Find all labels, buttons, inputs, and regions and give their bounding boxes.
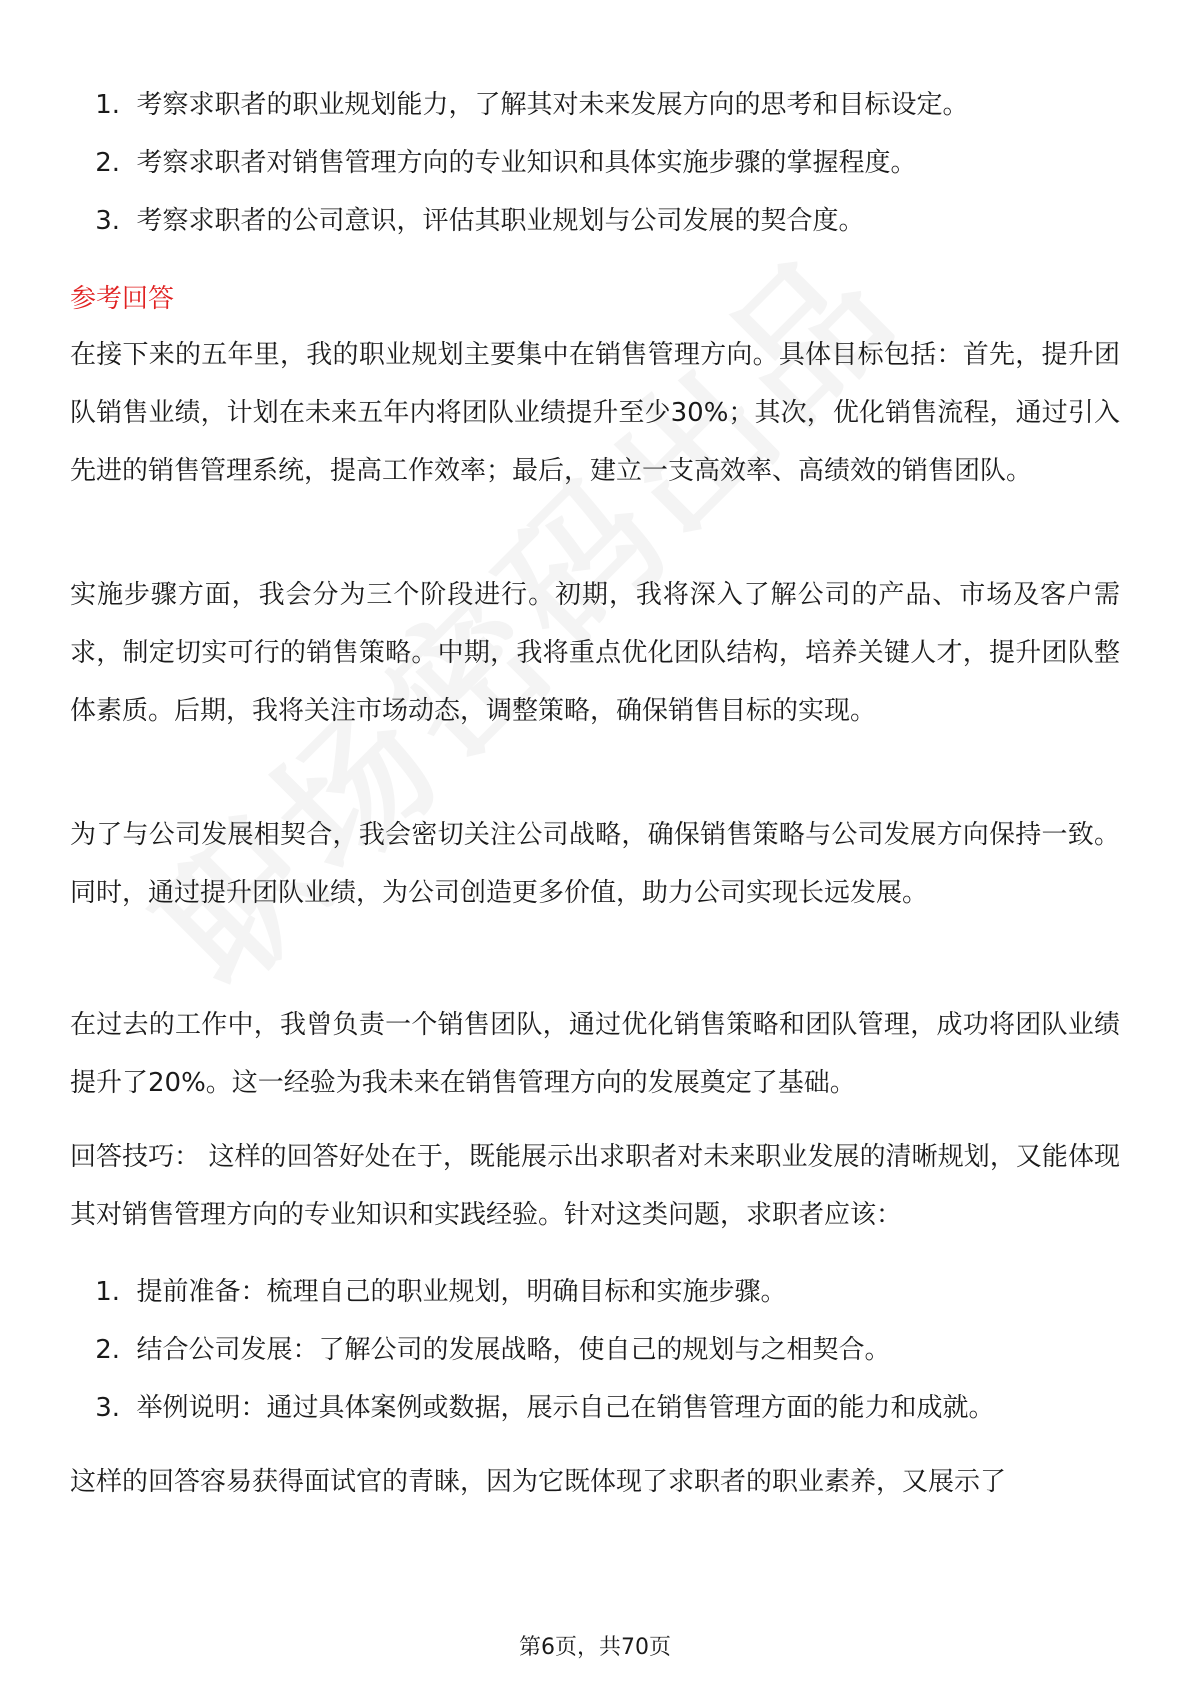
list-item-text: 结合公司发展：了解公司的发展战略，使自己的规划与之相契合。 (136, 1335, 891, 1365)
tips-list (70, 1263, 1120, 1437)
list-item-text: 考察求职者对销售管理方向的专业知识和具体实施步骤的掌握程度。 (136, 148, 917, 178)
paragraph-alignment: 为了与公司发展相契合，我会密切关注公司战略，确保销售策略与公司发展方向保持一致。同时，通过提升团队业绩，为公司创造更多价值，助力公司实现长远发展。 (70, 820, 1120, 908)
list-item (70, 76, 1120, 134)
paragraph-closing: 这样的回答容易获得面试官的青睐，因为它既体现了求职者的职业素养，又展示了 (70, 1467, 1007, 1497)
list-item-text: 举例说明：通过具体案例或数据，展示自己在销售管理方面的能力和成就。 (136, 1393, 995, 1423)
page-number: 第6页，共70页 (519, 1635, 671, 1660)
list-item-text: 考察求职者的公司意识，评估其职业规划与公司发展的契合度。 (136, 206, 865, 236)
paragraph-goals: 在接下来的五年里，我的职业规划主要集中在销售管理方向。具体目标包括：首先，提升团队销售业绩，计划在未来五年内将团队业绩提升至少30%；其次，优化销售流程，通过引入先进的销售管理系统，提高工作效率；最后，建立一支高效率、高绩效的销售团队。 (70, 340, 1120, 486)
paragraph-experience: 在过去的工作中，我曾负责一个销售团队，通过优化销售策略和团队管理，成功将团队业绩提升了20%。这一经验为我未来在销售管理方向的发展奠定了基础。 (70, 1010, 1120, 1098)
paragraph-steps: 实施步骤方面，我会分为三个阶段进行。初期，我将深入了解公司的产品、市场及客户需求，制定切实可行的销售策略。中期，我将重点优化团队结构，培养关键人才，提升团队整体素质。后期，我将关注市场动态，调整策略，确保销售目标的实现。 (70, 580, 1120, 726)
list-number: 3. (95, 1393, 120, 1423)
list-item-text: 考察求职者的职业规划能力，了解其对未来发展方向的思考和目标设定。 (136, 90, 969, 120)
paragraph-tips: 回答技巧： 这样的回答好处在于，既能展示出求职者对未来职业发展的清晰规划，又能体现其对销售管理方向的专业知识和实践经验。针对这类问题，求职者应该： (70, 1142, 1120, 1230)
list-item (70, 134, 1120, 192)
list-number: 3. (95, 206, 120, 236)
list-item (70, 1379, 1120, 1437)
list-item (70, 1321, 1120, 1379)
list-number: 2. (95, 148, 120, 178)
list-number: 1. (95, 1277, 120, 1307)
answer-heading: 参考回答 (70, 284, 175, 314)
assessment-points-list (70, 76, 1120, 250)
list-number: 1. (95, 90, 120, 120)
list-item (70, 192, 1120, 250)
list-item-text: 提前准备：梳理自己的职业规划，明确目标和实施步骤。 (136, 1277, 787, 1307)
list-item (70, 1263, 1120, 1321)
list-number: 2. (95, 1335, 120, 1365)
